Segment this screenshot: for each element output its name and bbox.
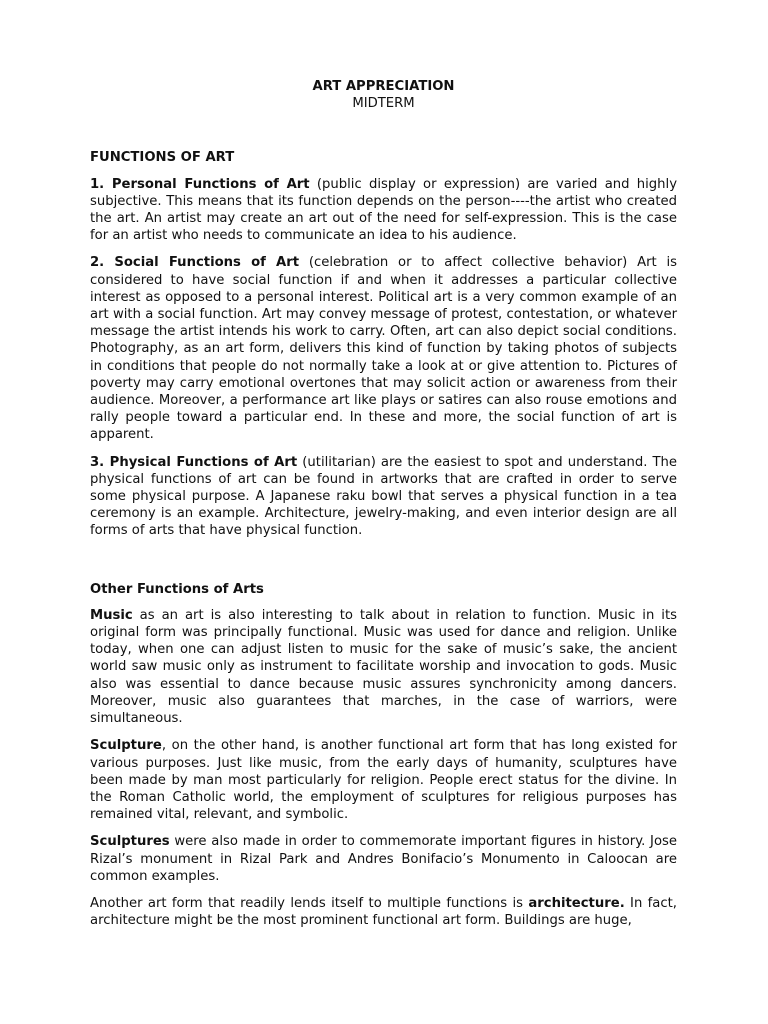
text-social-functions: (celebration or to affect collective behavior) Art is considered to have social function if and when it addresses a particular collective interest as opposed to a personal interest. Political art is a very common example of an art with a social function. Art may convey message of protest, contestation, or whatever message the artist intends his work to carry. Often, art can also depict social conditions. Photography, as an art form, delivers this kind of function by taking photos of subjects in conditions that people do not normally take a look at or give attention to. Pictures of poverty may carry emotional overtones that may solicit action or awareness from their audience. Moreover, a performance art like plays or satires can also rouse emotions and rally people toward a particular end. In these and more, the social function of art is apparent. <box>90 255 678 443</box>
section-heading-functions-of-art: FUNCTIONS OF ART <box>90 150 235 166</box>
pre-architecture: Another art form that readily lends itself to multiple functions is <box>90 895 529 911</box>
paragraph-music <box>90 607 677 727</box>
paragraph-architecture <box>90 895 677 929</box>
paragraph-sculptures <box>90 833 677 885</box>
section-heading-other-functions: Other Functions of Arts <box>90 581 264 597</box>
paragraph-social-functions <box>90 254 677 443</box>
text-architecture: In fact, architecture might be the most prominent functional art form. Buildings are huge, <box>90 895 678 929</box>
text-personal-functions: (public display or expression) are varied and highly subjective. This means that its function depends on the person----the artist who created the art. An artist may create an art out of the need for self-expression. This is the case for an artist who needs to communicate an idea to his audience. <box>90 176 678 244</box>
document-subtitle: MIDTERM <box>352 96 415 112</box>
lead-physical-functions: 3. Physical Functions of Art <box>90 454 298 470</box>
lead-personal-functions: 1. Personal Functions of Art <box>90 176 310 192</box>
text-sculpture: , on the other hand, is another functional art form that has long existed for various purposes. Just like music, from the early days of humanity, sculptures have been made by man most particularly for religion. People erect status for the divine. In the Roman Catholic world, the employment of sculptures for religious purposes has remained vital, relevant, and symbolic. <box>90 738 677 823</box>
text-sculptures: were also made in order to commemorate important figures in history. Jose Rizal’s monument in Rizal Park and Andres Bonifacio’s Monumento in Caloocan are common examples. <box>90 834 677 884</box>
text-music: as an art is also interesting to talk about in relation to function. Music in its original form was principally functional. Music was used for dance and religion. Unlike today, when one can adjust listen to music for the sake of music’s sake, the ancient world saw music only as instrument to facilitate worship and invocation to gods. Music also was essential to dance because music assures synchronicity among dancers. Moreover, music also guarantees that marches, in the case of warriors, were simultaneous. <box>90 607 677 727</box>
document-title: ART APPRECIATION <box>312 79 455 94</box>
paragraph-personal-functions <box>90 176 677 245</box>
document-page <box>90 78 677 929</box>
paragraph-sculpture <box>90 737 677 823</box>
lead-sculpture: Sculpture <box>90 738 162 754</box>
lead-social-functions: 2. Social Functions of Art <box>90 255 300 271</box>
text-physical-functions: (utilitarian) are the easiest to spot and understand. The physical functions of art can be found in artworks that are crafted in order to serve some physical purpose. A Japanese raku bowl that serves a physical function in a tea ceremony is an example. Architecture, jewelry-making, and even interior design are all forms of arts that have physical function. <box>90 454 678 539</box>
paragraph-physical-functions <box>90 454 677 540</box>
lead-music: Music <box>90 607 133 623</box>
lead-architecture: architecture. <box>528 895 625 911</box>
lead-sculptures: Sculptures <box>90 834 170 850</box>
